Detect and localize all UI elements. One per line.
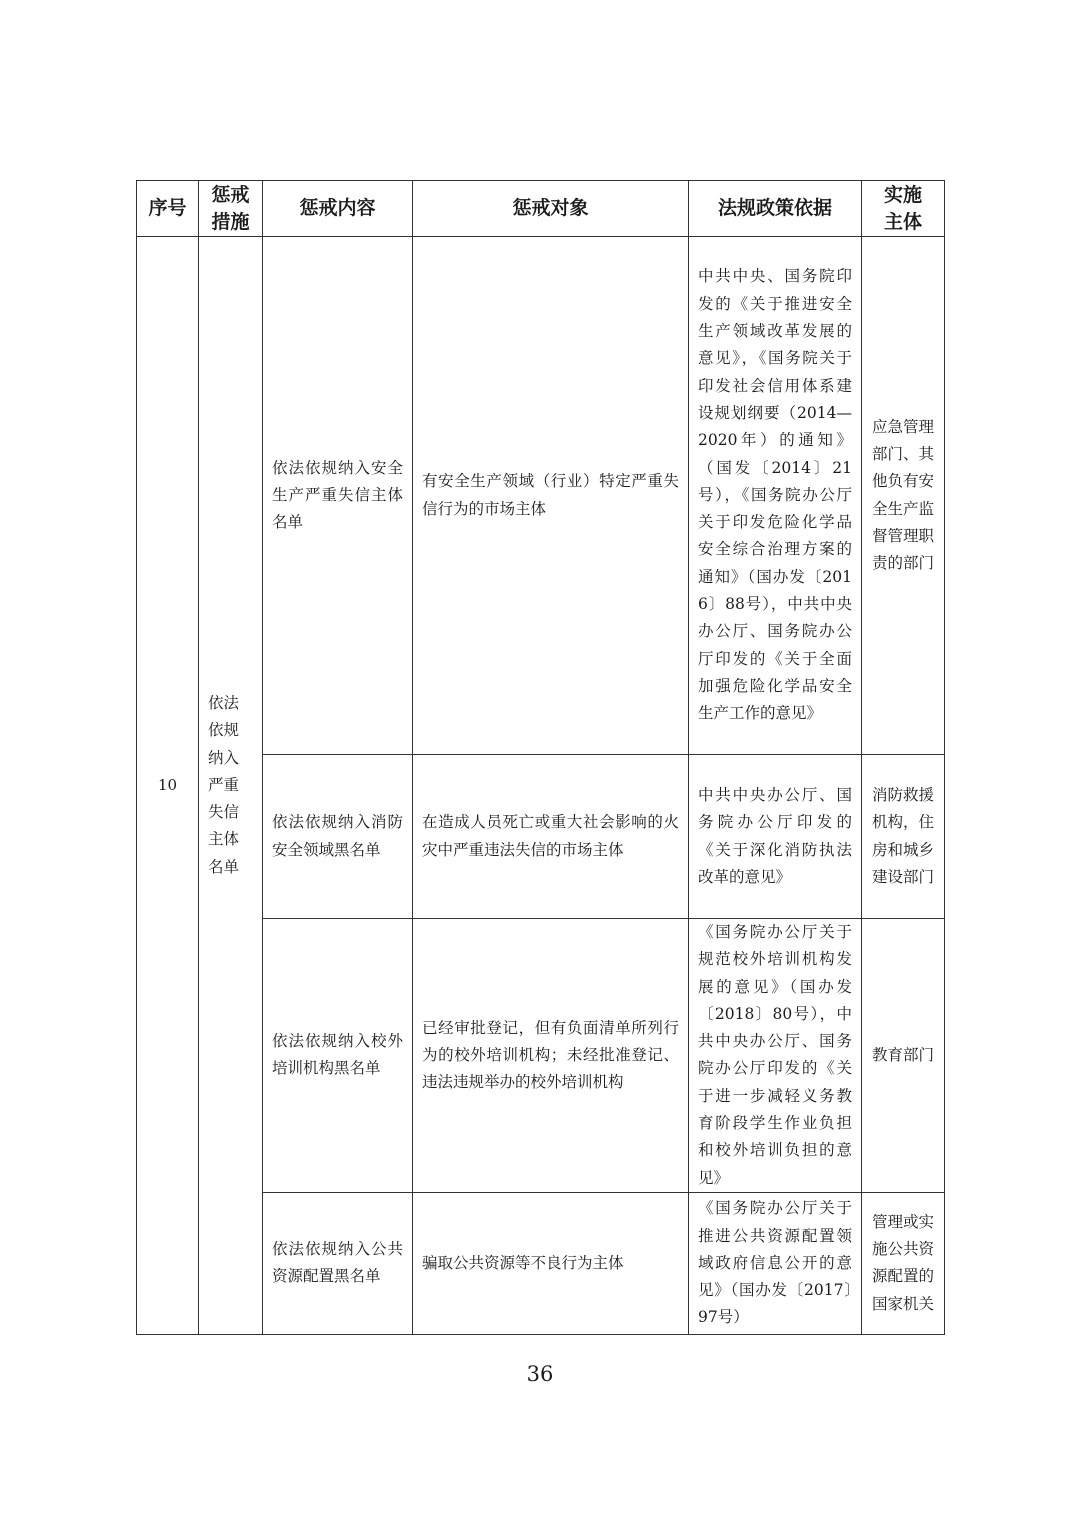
target-cell: 在造成人员死亡或重大社会影响的火灾中严重违法失信的市场主体 [413, 755, 689, 919]
header-measure: 惩戒措施 [199, 181, 263, 237]
measure-cell: 依法依规纳入严重失信主体名单 [199, 237, 263, 1335]
content-cell: 依法依规纳入消防安全领域黑名单 [263, 755, 413, 919]
header-content: 惩戒内容 [263, 181, 413, 237]
entity-cell: 应急管理部门、其他负有安全生产监督管理职责的部门 [862, 237, 945, 755]
basis-cell: 《国务院办公厅关于推进公共资源配置领域政府信息公开的意见》（国办发〔2017〕97号） [689, 1192, 862, 1334]
seq-cell: 10 [137, 237, 199, 1335]
entity-cell: 教育部门 [862, 919, 945, 1193]
target-cell: 有安全生产领域（行业）特定严重失信行为的市场主体 [413, 237, 689, 755]
basis-cell: 中共中央办公厅、国务院办公厅印发的《关于深化消防执法改革的意见》 [689, 755, 862, 919]
punishment-table [136, 180, 945, 1335]
content-cell: 依法依规纳入公共资源配置黑名单 [263, 1192, 413, 1334]
header-target: 惩戒对象 [413, 181, 689, 237]
table-header-row [137, 181, 945, 237]
content-cell: 依法依规纳入校外培训机构黑名单 [263, 919, 413, 1193]
header-basis: 法规政策依据 [689, 181, 862, 237]
basis-cell: 中共中央、国务院印发的《关于推进安全生产领域改革发展的意见》，《国务院关于印发社会信用体系建设规划纲要（2014—2020年）的通知》（国发〔2014〕21号），《国务院办公厅关于印发危险化学品安全综合治理方案的通知》（国办发〔2016〕88号），中共中央办公厅、国务院办公厅印发的《关于全面加强危险化学品安全生产工作的意见》 [689, 237, 862, 755]
basis-cell: 《国务院办公厅关于规范校外培训机构发展的意见》（国办发〔2018〕80号），中共中央办公厅、国务院办公厅印发的《关于进一步减轻义务教育阶段学生作业负担和校外培训负担的意见》 [689, 919, 862, 1193]
table-row [137, 237, 945, 755]
page-number: 36 [526, 1362, 554, 1386]
content-cell: 依法依规纳入安全生产严重失信主体名单 [263, 237, 413, 755]
target-cell: 骗取公共资源等不良行为主体 [413, 1192, 689, 1334]
target-cell: 已经审批登记，但有负面清单所列行为的校外培训机构；未经批准登记、违法违规举办的校外培训机构 [413, 919, 689, 1193]
header-seq: 序号 [137, 181, 199, 237]
header-entity: 实施主体 [862, 181, 945, 237]
entity-cell: 消防救援机构，住房和城乡建设部门 [862, 755, 945, 919]
entity-cell: 管理或实施公共资源配置的国家机关 [862, 1192, 945, 1334]
